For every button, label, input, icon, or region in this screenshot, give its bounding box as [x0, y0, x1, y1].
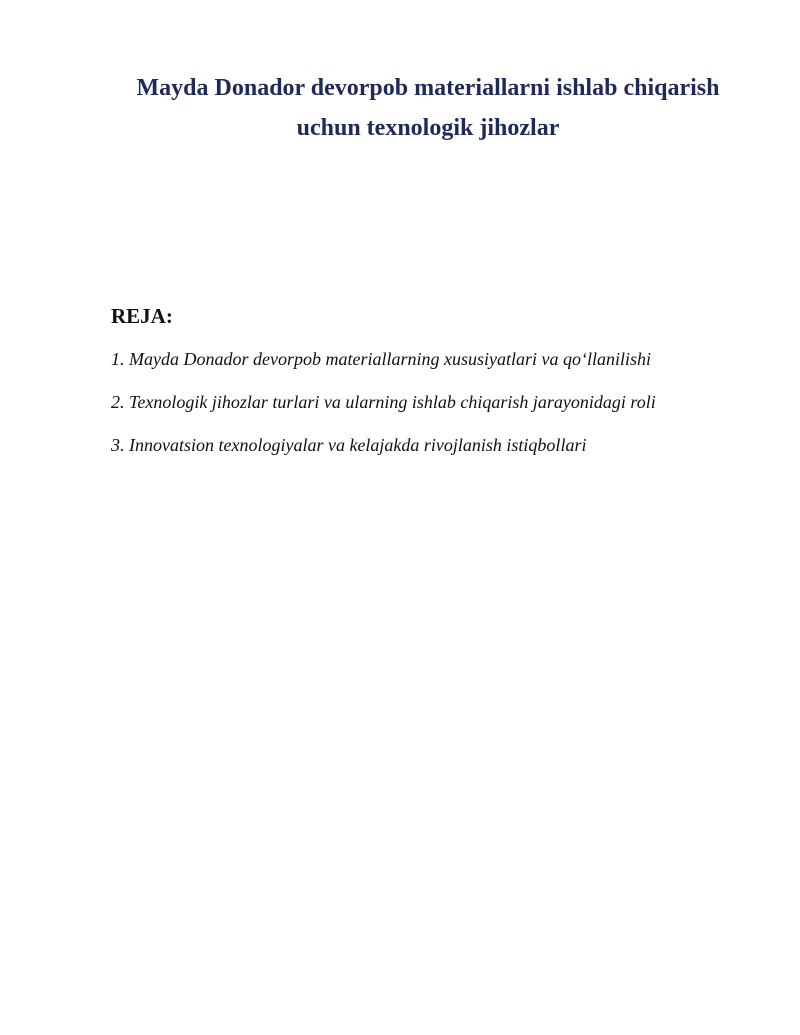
- title-line-2: uchun texnologik jihozlar: [296, 115, 560, 141]
- plan-list: [111, 346, 656, 475]
- plan-item-2: 2. Texnologik jihozlar turlari va ularning ishlab chiqarish jarayonidagi roli: [111, 392, 656, 412]
- plan-item-1: 1. Mayda Donador devorpob materiallarning xususiyatlari va qo‘llanilishi: [111, 349, 651, 369]
- plan-heading: REJA:: [111, 304, 173, 328]
- document-title: [60, 68, 796, 148]
- plan-item-3: 3. Innovatsion texnologiyalar va kelajakda rivojlanish istiqbollari: [111, 435, 587, 455]
- title-line-1: Mayda Donador devorpob materiallarni ishlab chiqarish: [136, 75, 720, 101]
